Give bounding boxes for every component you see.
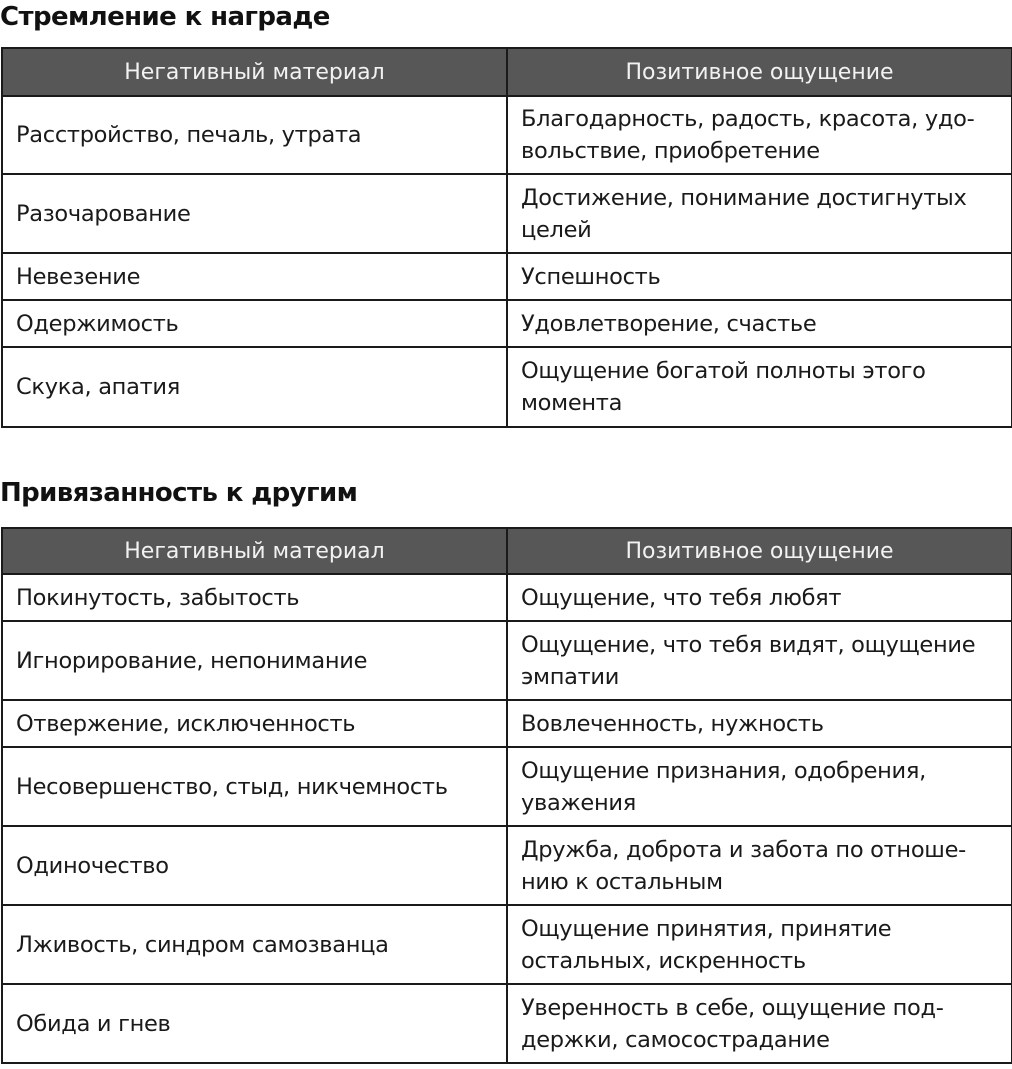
table-row (2, 747, 1012, 826)
table-row (2, 574, 1012, 621)
cell-negative: Обида и гнев (2, 984, 507, 1063)
cell-positive: Ощущение, что тебя любят (507, 574, 1012, 621)
section-title: Привязанность к другим (0, 478, 358, 508)
cell-negative: Отвержение, исключенность (2, 700, 507, 747)
cell-negative: Расстройство, печаль, утрата (2, 96, 507, 174)
cell-negative: Несовершенство, стыд, никчемность (2, 747, 507, 826)
header-positive: Позитивное ощущение (507, 48, 1012, 96)
cell-positive: Благодарность, радость, красота, удо- вольствие, приобретение (507, 96, 1012, 174)
cell-positive: Уверенность в себе, ощущение под- держки, самосострадание (507, 984, 1012, 1063)
cell-positive: Ощущение признания, одобрения, уважения (507, 747, 1012, 826)
table-row (2, 300, 1012, 347)
section-reward-seeking (0, 0, 1012, 428)
cell-positive: Ощущение принятия, принятие остальных, искренность (507, 905, 1012, 984)
table-row (2, 253, 1012, 300)
section-attachment-to-others (0, 476, 1012, 1064)
cell-negative: Разочарование (2, 174, 507, 253)
table-header-row (2, 528, 1012, 574)
table-row (2, 347, 1012, 427)
cell-positive: Ощущение, что тебя видят, ощущение эмпатии (507, 621, 1012, 700)
cell-positive: Вовлеченность, нужность (507, 700, 1012, 747)
section-title: Стремление к награде (0, 2, 330, 32)
table-row (2, 621, 1012, 700)
cell-negative: Одиночество (2, 826, 507, 905)
table-row (2, 905, 1012, 984)
header-positive: Позитивное ощущение (507, 528, 1012, 574)
table-row (2, 984, 1012, 1063)
cell-negative: Покинутость, забытость (2, 574, 507, 621)
cell-positive: Удовлетворение, счастье (507, 300, 1012, 347)
cell-positive: Достижение, понимание достигнутых целей (507, 174, 1012, 253)
cell-negative: Игнорирование, непонимание (2, 621, 507, 700)
table-row (2, 700, 1012, 747)
table-row (2, 174, 1012, 253)
table-row (2, 826, 1012, 905)
cell-negative: Лживость, синдром самозванца (2, 905, 507, 984)
reward-table (1, 47, 1012, 428)
cell-negative: Скука, апатия (2, 347, 507, 427)
header-negative: Негативный материал (2, 528, 507, 574)
cell-negative: Невезение (2, 253, 507, 300)
attachment-table (1, 527, 1012, 1064)
cell-positive: Успешность (507, 253, 1012, 300)
cell-positive: Ощущение богатой полноты этого момента (507, 347, 1012, 427)
cell-positive: Дружба, доброта и забота по отноше- нию к остальным (507, 826, 1012, 905)
header-negative: Негативный материал (2, 48, 507, 96)
table-header-row (2, 48, 1012, 96)
table-row (2, 96, 1012, 174)
cell-negative: Одержимость (2, 300, 507, 347)
